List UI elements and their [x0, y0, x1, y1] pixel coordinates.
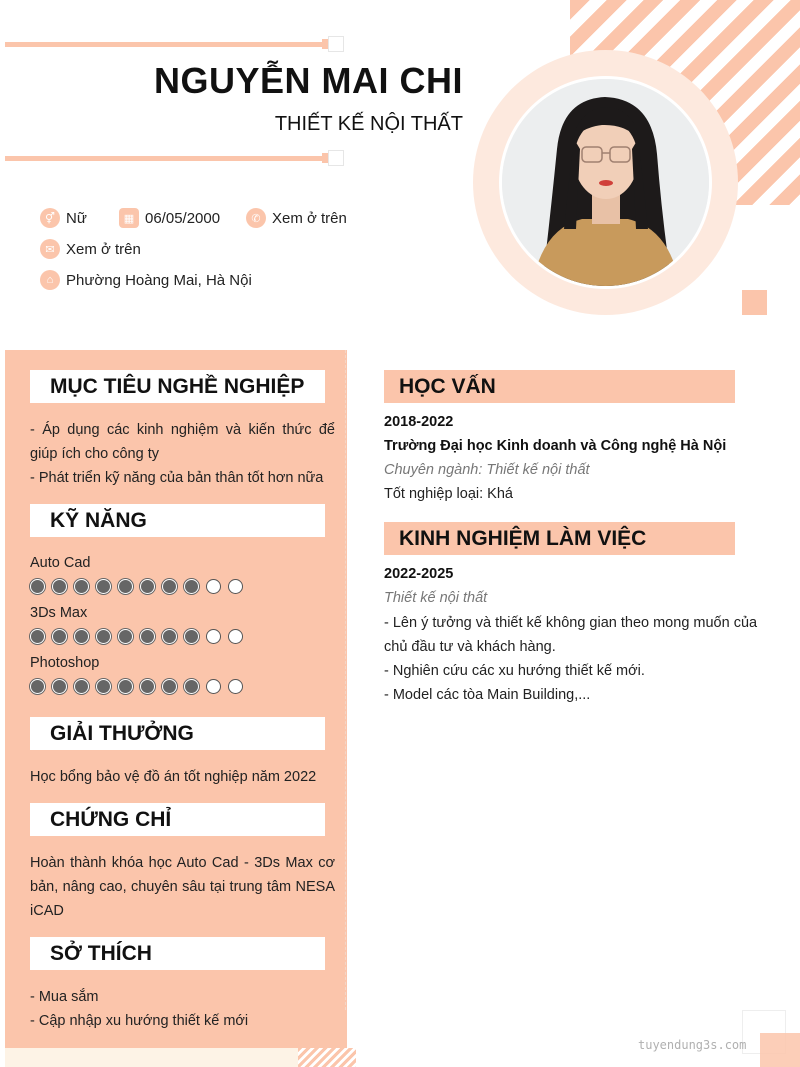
- hobby-item: - Cập nhập xu hướng thiết kế mới: [30, 1013, 249, 1029]
- rating-dot-filled: [30, 679, 45, 694]
- experience-title: KINH NGHIỆM LÀM VIỆC: [384, 522, 735, 555]
- rating-dot-empty: [206, 679, 221, 694]
- contact-birthday: [119, 208, 220, 228]
- experience-line: - Lên ý tưởng và thiết kế không gian theo mong muốn của chủ đầu tư và khách hàng.: [384, 615, 758, 655]
- contact-address: [40, 270, 252, 290]
- education-title: HỌC VẤN: [384, 370, 735, 403]
- objective-text: [30, 418, 335, 490]
- objective-title: MỤC TIÊU NGHỀ NGHIỆP: [30, 370, 325, 403]
- candidate-name: NGUYỄN MAI CHI: [153, 60, 463, 101]
- profile-photo: [502, 79, 709, 286]
- education-period: 2018-2022: [384, 414, 454, 430]
- rating-dot-empty: [206, 579, 221, 594]
- rating-dot-filled: [184, 679, 199, 694]
- experience-line: - Nghiên cứu các xu hướng thiết kế mới.: [384, 663, 645, 679]
- hobby-item: - Mua sắm: [30, 989, 99, 1005]
- watermark-text: tuyendung3s.com: [638, 1038, 747, 1052]
- education-major: Chuyên ngành: Thiết kế nội thất: [384, 462, 590, 478]
- gender-icon: ⚥: [40, 208, 60, 228]
- education-grade: Tốt nghiệp loại: Khá: [384, 486, 513, 502]
- skill-name: Photoshop: [30, 655, 100, 671]
- address-value: Phường Hoàng Mai, Hà Nội: [66, 271, 252, 289]
- experience-details: [384, 611, 774, 707]
- rating-dot-filled: [52, 579, 67, 594]
- rating-dot-filled: [118, 629, 133, 644]
- objective-line: - Phát triển kỹ năng của bản thân tốt hơn nữa: [30, 470, 324, 486]
- rating-dot-filled: [140, 629, 155, 644]
- rating-dot-filled: [74, 579, 89, 594]
- skill-name: Auto Cad: [30, 555, 91, 571]
- rating-dot-filled: [74, 679, 89, 694]
- rating-dot-filled: [96, 629, 111, 644]
- rating-dot-filled: [96, 579, 111, 594]
- experience-position: Thiết kế nội thất: [384, 590, 488, 606]
- rating-dot-filled: [30, 629, 45, 644]
- skill-rating: [30, 679, 250, 694]
- rating-dot-filled: [184, 579, 199, 594]
- rating-dot-filled: [140, 579, 155, 594]
- phone-icon: ✆: [246, 208, 266, 228]
- education-school: Trường Đại học Kinh doanh và Công nghệ Hà Nội: [384, 438, 727, 454]
- experience-period: 2022-2025: [384, 566, 454, 582]
- rating-dot-filled: [162, 679, 177, 694]
- rating-dot-empty: [206, 629, 221, 644]
- experience-line: - Model các tòa Main Building,...: [384, 687, 591, 703]
- skills-title: KỸ NĂNG: [30, 504, 325, 537]
- email-icon: ✉: [40, 239, 60, 259]
- rating-dot-filled: [30, 579, 45, 594]
- birthday-value: 06/05/2000: [145, 209, 221, 227]
- rating-dot-filled: [162, 629, 177, 644]
- gender-value: Nữ: [66, 209, 87, 227]
- home-icon: ⌂: [40, 270, 60, 290]
- email-value: Xem ở trên: [66, 240, 141, 258]
- rating-dot-filled: [184, 629, 199, 644]
- rating-dot-filled: [74, 629, 89, 644]
- decorative-corner: [760, 1033, 800, 1067]
- job-title: THIẾT KẾ NỘI THẤT: [274, 113, 463, 135]
- rating-dot-empty: [228, 679, 243, 694]
- skill-name: 3Ds Max: [30, 605, 88, 621]
- certificates-text: Hoàn thành khóa học Auto Cad - 3Ds Max cơ bản, nâng cao, chuyên sâu tại trung tâm NESA iCAD: [30, 855, 335, 919]
- skill-rating: [30, 629, 250, 644]
- certificates-title: CHỨNG CHỈ: [30, 803, 325, 836]
- header-line-end: [328, 150, 344, 166]
- rating-dot-filled: [140, 679, 155, 694]
- rating-dot-filled: [52, 629, 67, 644]
- footer-stripes: [298, 1048, 356, 1067]
- skill-rating: [30, 579, 250, 594]
- rating-dot-filled: [118, 579, 133, 594]
- hobbies-text: [30, 985, 335, 1033]
- awards-text: Học bổng bảo vệ đồ án tốt nghiệp năm 2022: [30, 769, 317, 785]
- header-line-end: [328, 36, 344, 52]
- header-line-bottom: [5, 156, 325, 161]
- calendar-icon: ▦: [119, 208, 139, 228]
- left-column-edge: [345, 350, 357, 1010]
- rating-dot-filled: [96, 679, 111, 694]
- portrait-image: [502, 79, 709, 286]
- contact-gender: [40, 208, 87, 228]
- rating-dot-filled: [52, 679, 67, 694]
- phone-value: Xem ở trên: [272, 209, 347, 227]
- rating-dot-empty: [228, 629, 243, 644]
- rating-dot-filled: [162, 579, 177, 594]
- rating-dot-filled: [118, 679, 133, 694]
- contact-phone: [246, 208, 347, 228]
- contact-email: [40, 239, 141, 259]
- rating-dot-empty: [228, 579, 243, 594]
- header-line-top: [5, 42, 325, 47]
- hobbies-title: SỞ THÍCH: [30, 937, 325, 970]
- decorative-square: [742, 290, 767, 315]
- awards-title: GIẢI THƯỞNG: [30, 717, 325, 750]
- objective-line: - Áp dụng các kinh nghiệm và kiến thức để giúp ích cho công ty: [30, 422, 335, 462]
